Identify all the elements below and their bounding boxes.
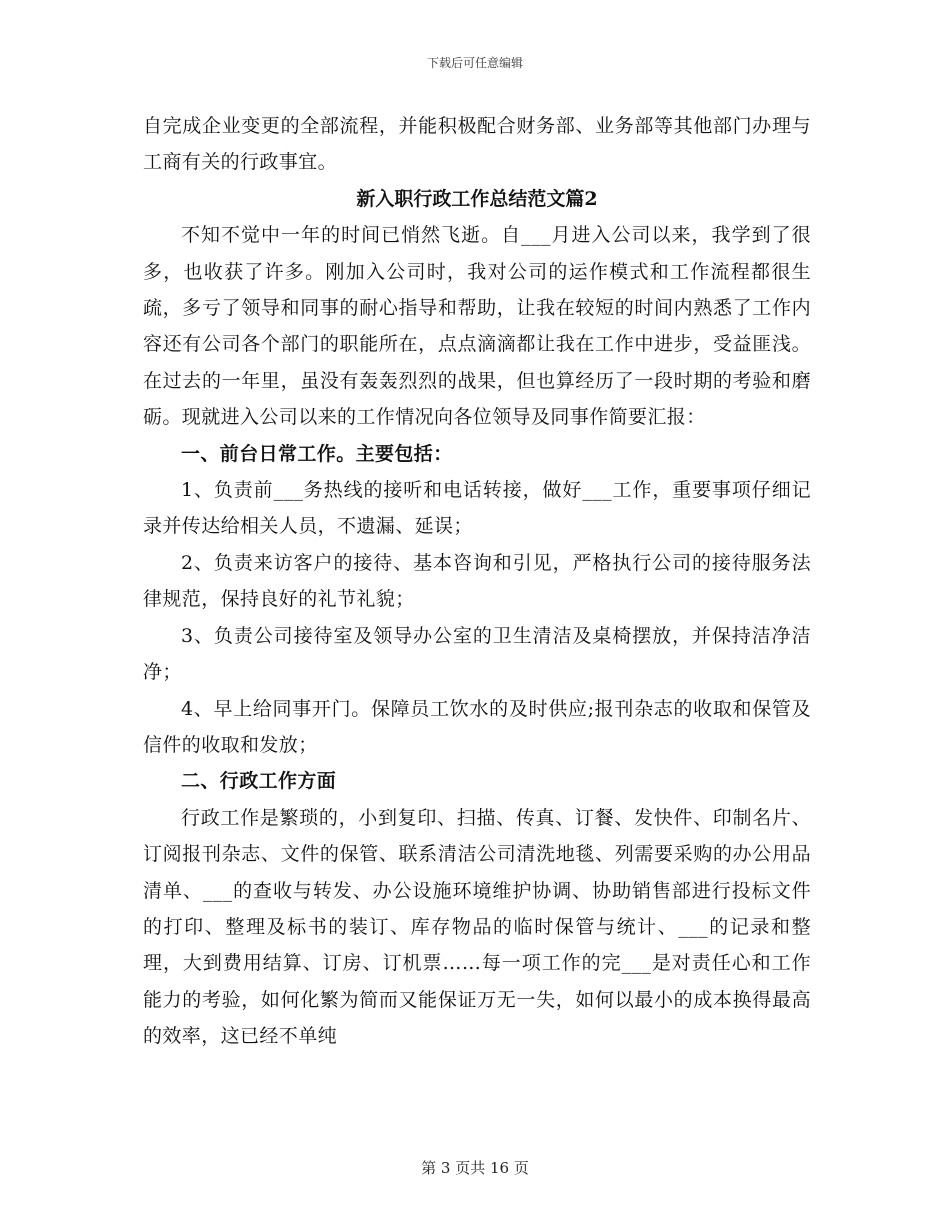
page-header-note: 下载后可任意编辑 <box>426 56 523 70</box>
list-item-3: 3、负责公司接待室及领导办公室的卫生清洁及桌椅摆放，并保持洁净洁净； <box>143 624 811 684</box>
document-body <box>143 108 811 1055</box>
list-item-1: 1、负责前___务热线的接听和电话转接，做好___工作，重要事项仔细记录并传达给相关人员，不遗漏、延误； <box>143 479 811 538</box>
subheading-front-desk: 一、前台日常工作。主要包括： <box>181 442 453 465</box>
paragraph-admin-work: 行政工作是繁琐的，小到复印、扫描、传真、订餐、发快件、印制名片、订阅报刊杂志、文件的保管、联系清洁公司清洗地毯、列需要采购的办公用品清单、___的查收与转发、办公设施环境维护协调、协助销售部进行投标文件的打印、整理及标书的装订、库存物品的临时保管与统计、___的记录和整理，大到费用结算、订房、订机票……每一项工作的完___是对责任心和工作能力的考验，如何化繁为简而又能保证万无一失，如何以最小的成本换得最高的效率，这已经不单纯 <box>143 806 811 1048</box>
page-footer-number: 第 3 页共 16 页 <box>421 1159 529 1177</box>
list-item-4: 4、早上给同事开门。保障员工饮水的及时供应;报刊杂志的收取和保管及信件的收取和发放； <box>143 697 811 756</box>
list-item-2: 2、负责来访客户的接待、基本咨询和引见，严格执行公司的接待服务法律规范，保持良好的礼节礼貌； <box>143 551 811 611</box>
paragraph-continuation: 自完成企业变更的全部流程，并能积极配合财务部、业务部等其他部门办理与工商有关的行政事宜。 <box>143 115 811 174</box>
subheading-admin-work: 二、行政工作方面 <box>181 770 337 793</box>
paragraph-intro: 不知不觉中一年的时间已悄然飞逝。自___月进入公司以来，我学到了很多，也收获了许多。刚加入公司时，我对公司的运作模式和工作流程都很生疏，多亏了领导和同事的耐心指导和帮助，让我在较短的时间内熟悉了工作内容还有公司各个部门的职能所在，点点滴滴都让我在工作中进步，受益匪浅。在过去的一年里，虽没有轰轰烈烈的战果，但也算经历了一段时期的考验和磨砺。现就进入公司以来的工作情况向各位领导及同事作简要汇报： <box>143 224 811 429</box>
section-title: 新入职行政工作总结范文篇2 <box>356 187 598 210</box>
